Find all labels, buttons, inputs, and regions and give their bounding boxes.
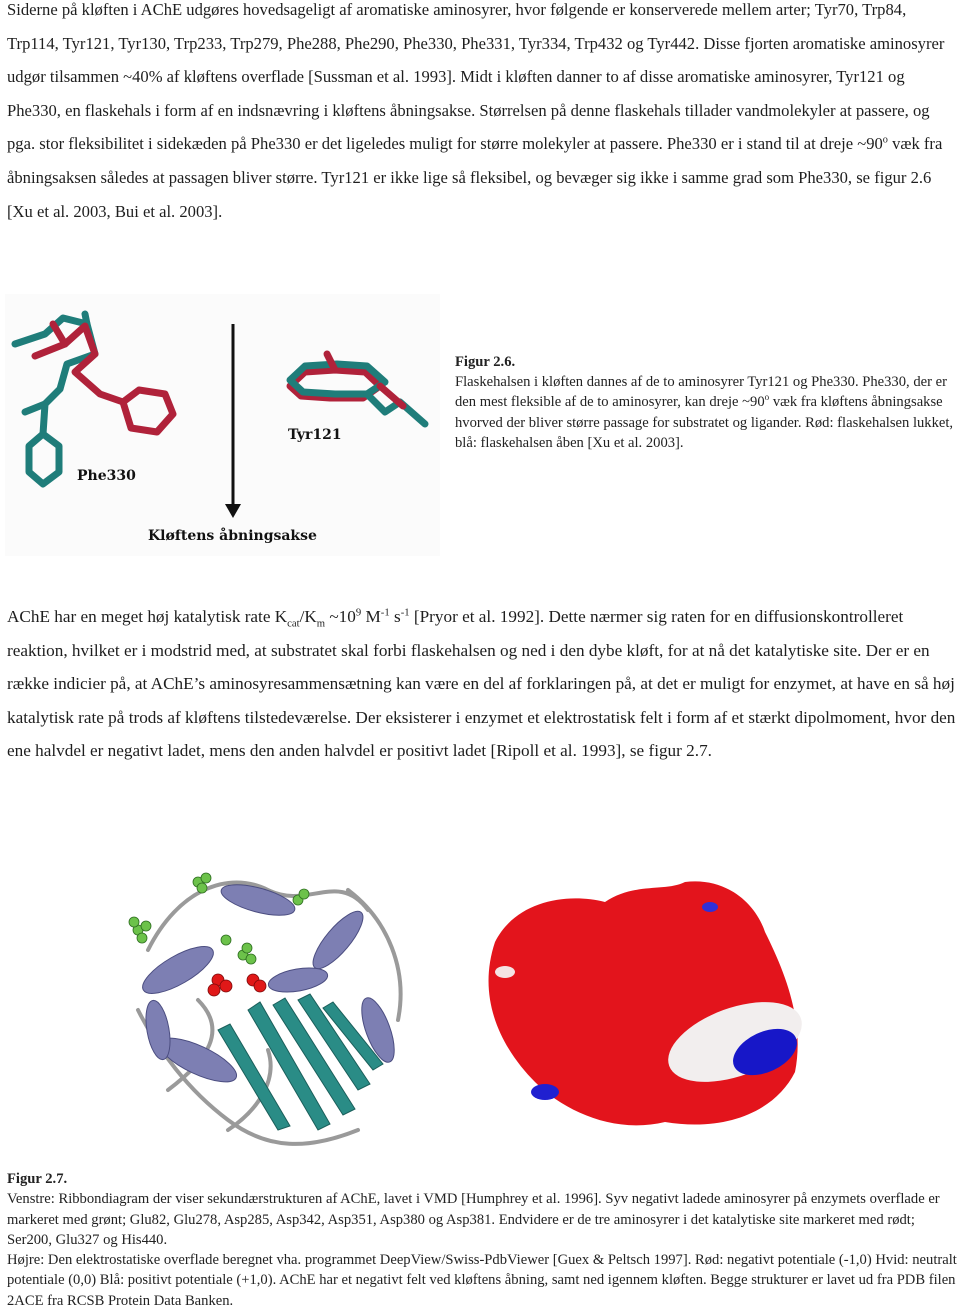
molar-sup: -1 (380, 607, 390, 619)
rate-text-b: /K (299, 607, 317, 626)
phe330-label: Phe330 (77, 468, 136, 484)
ribbon-diagram-image (108, 830, 443, 1160)
figure-2-7-caption (7, 1169, 957, 1311)
km-sub: m (316, 618, 326, 630)
figure-2-7-title: Figur 2.7. (7, 1171, 68, 1187)
figure-2-7-left-description: Venstre: Ribbondiagram der viser sekundærstrukturen af AChE, lavet i VMD [Humphrey et al. 1996]. Syv negativt ladede aminosyrer på enzymets overflade er markeret med grønt; Glu82, Glu278, Asp285, Asp342, Asp351, Asp380 og Asp381. Endvidere er de tre aminosyrer i det katalytiske site markeret med rødt; Ser200, Glu327 og His440. (7, 1191, 940, 1248)
intro-text: Siderne på kløften i AChE udgøres hovedsageligt af aromatiske aminosyrer, hvor følgende er konserverede mellem arter; Tyr70, Trp84, Trp114, Tyr121, Tyr130, Trp233, Trp279, Phe288, Phe290, Phe330, Phe331, Tyr334, Trp432 og Tyr442. Disse fjorten aromatiske aminosyrer udgør tilsammen ~40% af kløftens overflade [Sussman et al. 1993]. Midt i kløften danner to af disse aromatiske aminosyrer, Tyr121 og Phe330, en flaskehals i form af en indsnævring i kløftens åbningsakse. Størrelsen på denne flaskehals tillader vandmolekyler at passere, og pga. stor fleksibilitet i sidekæden på Phe330 er det ligeledes muligt for større molekyler at passere. Phe330 er i stand til at dreje ~90 (7, 0, 945, 154)
surface-blue-spot (702, 902, 718, 912)
surface-blue-region-small (531, 1084, 559, 1100)
second-sup: -1 (400, 607, 410, 619)
rate-text-e: s (389, 607, 401, 626)
figure-2-6-title: Figur 2.6. (455, 354, 516, 370)
exp-sup: 9 (355, 607, 362, 619)
tyr121-label: Tyr121 (288, 427, 342, 443)
rate-text-a: AChE har en meget høj katalytisk rate K (7, 607, 288, 626)
catalytic-rate-paragraph (7, 600, 957, 768)
surface-white-spot (495, 966, 515, 978)
figure-2-6-degree-sup: o (764, 392, 770, 403)
rate-text-d: M (361, 607, 381, 626)
rate-text-c: ~10 (325, 607, 356, 626)
figure-2-7-right-description: Højre: Den elektrostatiske overflade beregnet vha. programmet DeepView/Swiss-PdbViewer [Guex & Peltsch 1997]. Rød: negativt potentiale (-1,0) Hvid: neutralt potentiale (0,0) Blå: positivt potentiale (+1,0). AChE har et negativt felt ved kløftens åbning, samt ned igennem kløften. Begge strukturer er lavet ud fra PDB filen 2ACE fra RCSB Protein Data Banken. (7, 1252, 957, 1309)
figure-2-6-image (5, 294, 440, 556)
degree-sup: o (882, 134, 888, 146)
electrostatic-surface-image (465, 872, 815, 1138)
intro-paragraph (7, 0, 957, 228)
kcat-sub: cat (287, 618, 300, 630)
figure-2-6-caption-text-cont: væk fra kløftens åbningsakse hvorved der bliver større passage for substratet og ligander. Rød: flaskehalsen lukket, blå: flaskehalsen åben [Xu et al. 2003]. (455, 394, 954, 451)
rate-text-f: [Pryor et al. 1992]. Dette nærmer sig raten for en diffusionskontrolleret reaktion, hvilket er i modstrid med, at substratet skal forbi flaskehalsen og ned i den dybe kløft, for at nå det katalytiske site. Der er en række indicier på, at AChE’s aminosyresammensætning kan være en del af forklaringen på, at det er muligt for enzymet, at have en så høj katalytisk rate på trods af kløftens tilstedeværelse. Der eksisterer i enzymet et elektrostatisk felt i form af et stærkt dipolmoment, hvor den ene halvdel er negativt ladet, mens den anden halvdel er positivt ladet [Ripoll et al. 1993], se figur 2.7. (7, 607, 956, 761)
axis-label: Kløftens åbningsakse (148, 528, 317, 544)
intro-text-cont: væk fra åbningsaksen således at passagen bliver større. Tyr121 er ikke lige så fleksibel, og bevæger sig ikke i samme grad som Phe330, se figur 2.6 [Xu et al. 2003, Bui et al. 2003]. (7, 134, 943, 221)
figure-2-6-caption-text: Flaskehalsen i kløften dannes af de to aminosyrer Tyr121 og Phe330. Phe330, der er den mest fleksible af de to aminosyrer, kan dreje ~90 (455, 374, 947, 411)
figure-2-6-caption (455, 352, 955, 453)
